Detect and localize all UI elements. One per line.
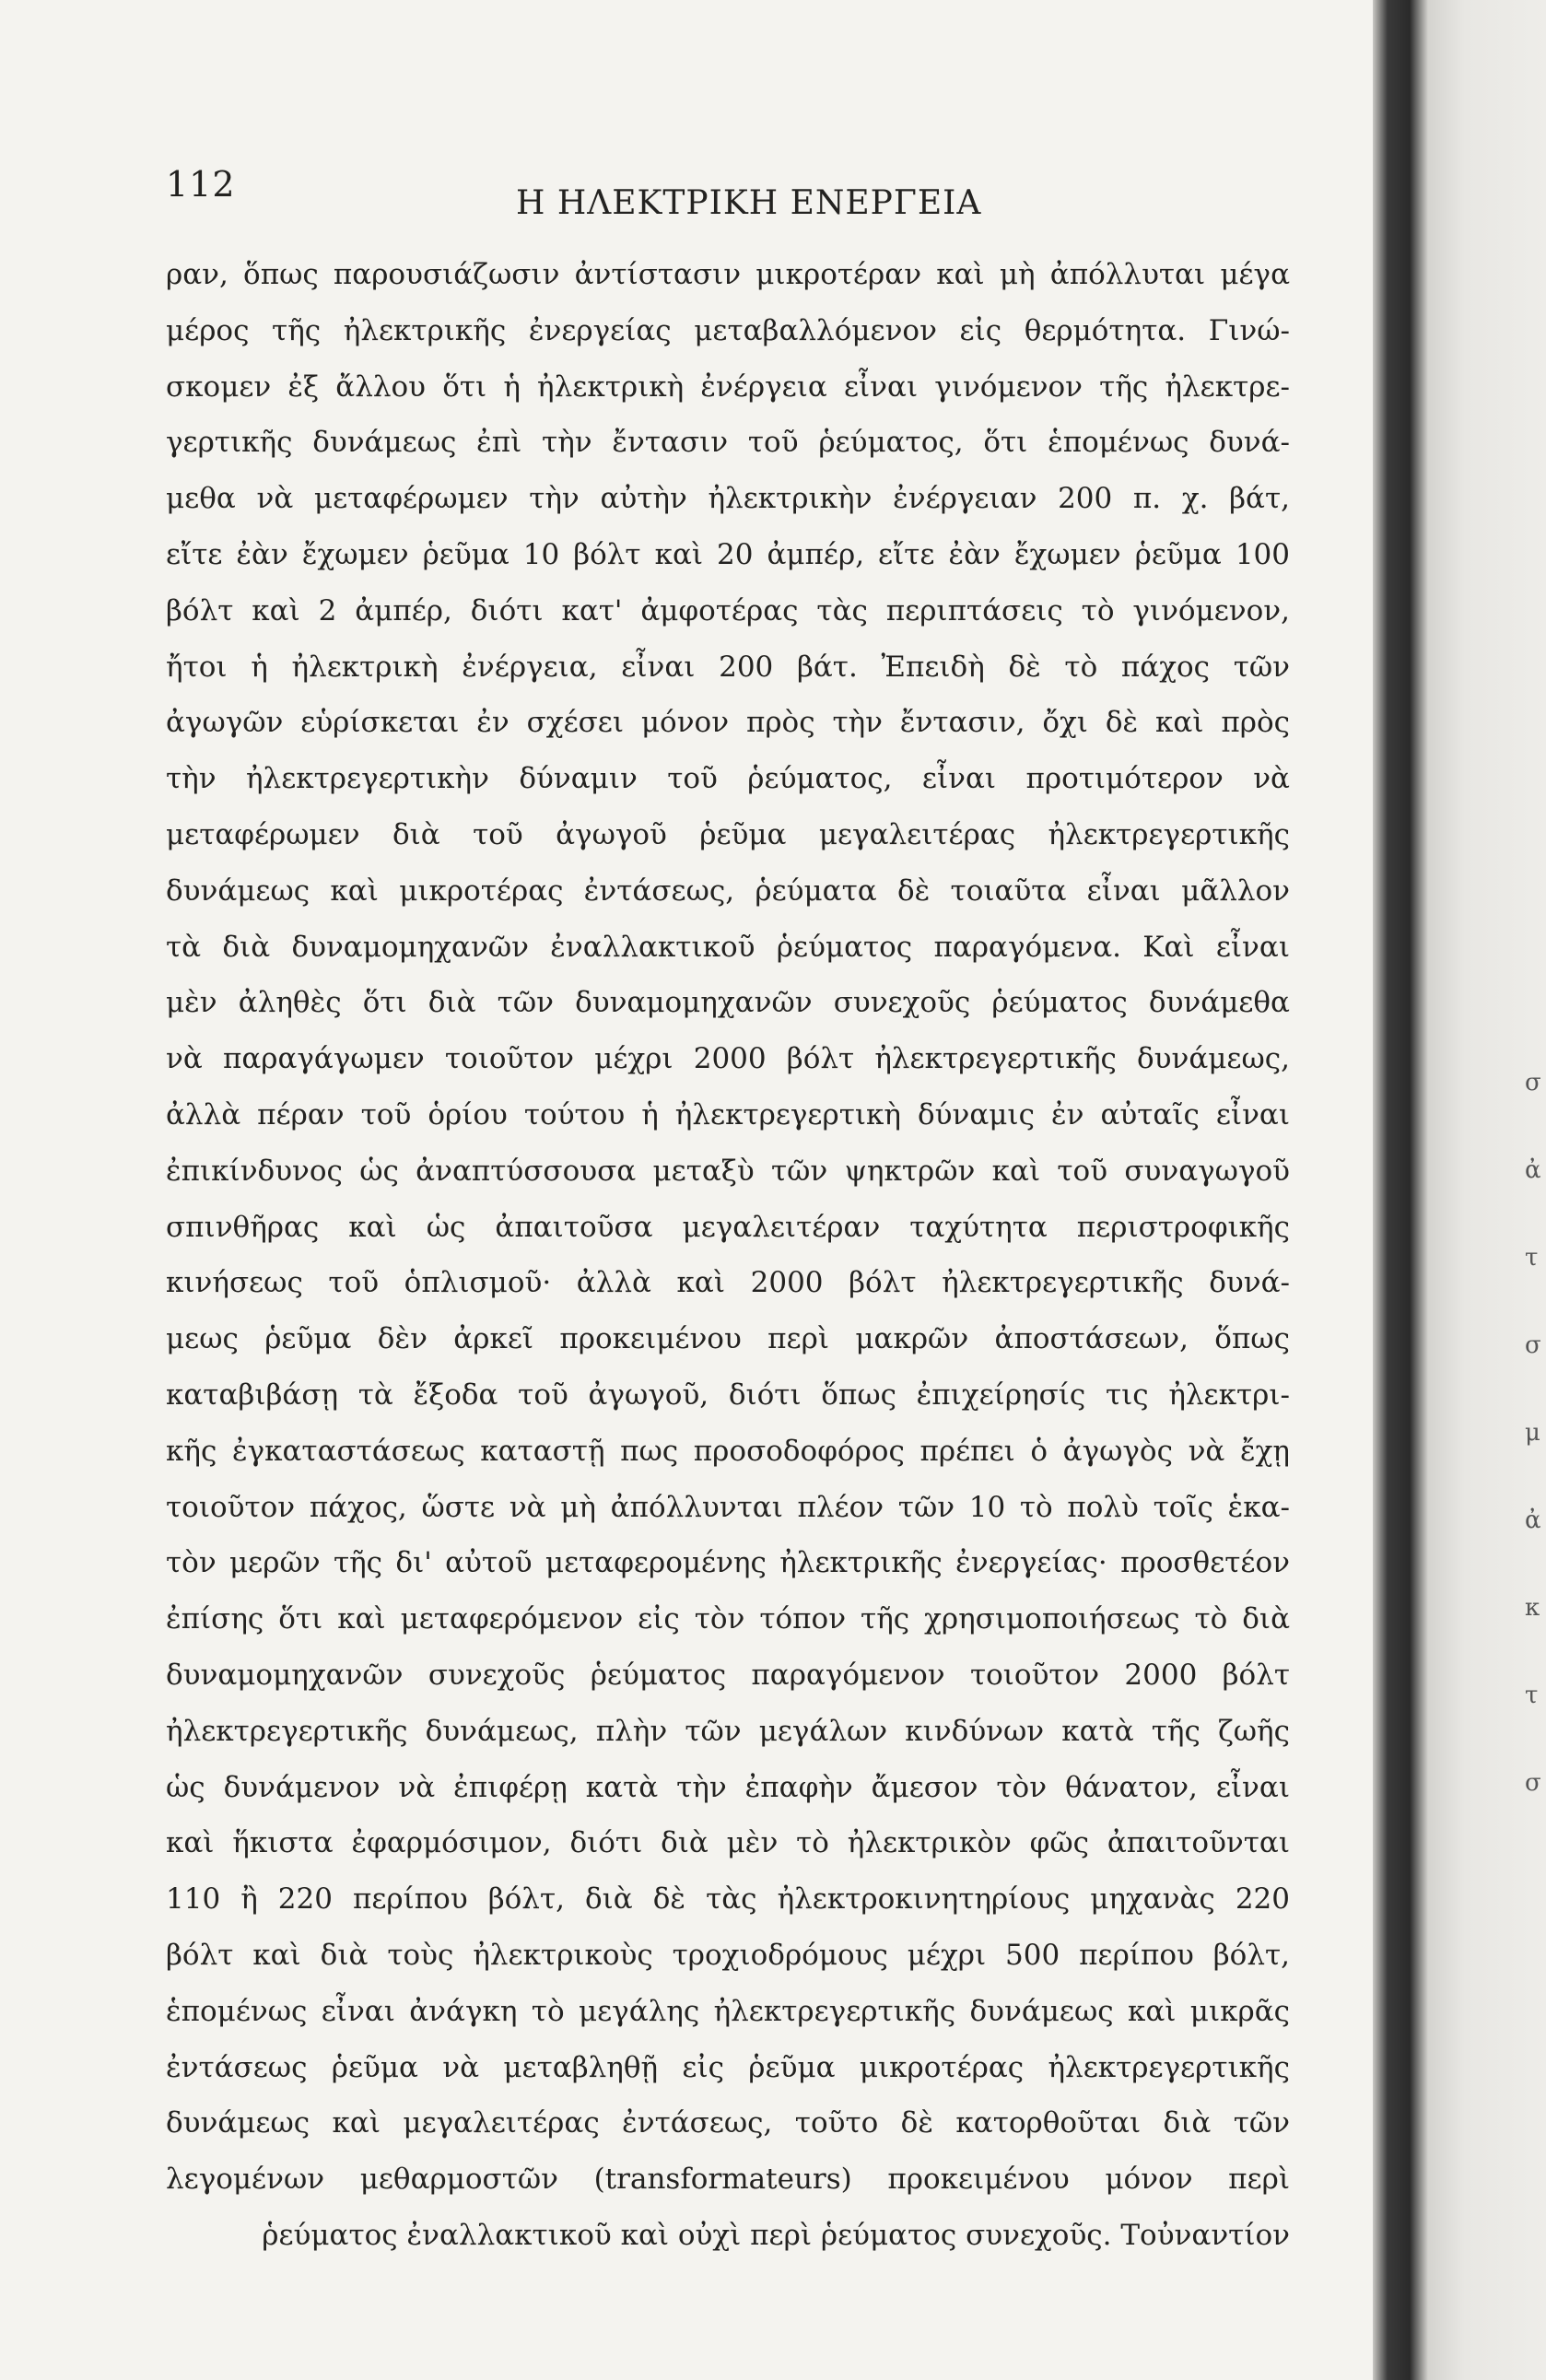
text-line: τὴν ἠλεκτρεγερτικὴν δύναμιν τοῦ ῥεύματος, εἶναι προτιμότερον νὰ (166, 762, 1290, 796)
text-line: ῥεύματος ἐναλλακτικοῦ καὶ οὐχὶ περὶ ῥεύματος συνεχοῦς. Τοὐναντίον (262, 2218, 1290, 2252)
text-line: δυναμομηχανῶν συνεχοῦς ῥεύματος παραγόμενον τοιοῦτον 2000 βόλτ (166, 1658, 1290, 1692)
margin-glyph: τ (1525, 1244, 1539, 1272)
margin-glyph: σ (1525, 1069, 1541, 1096)
body-text (166, 247, 1290, 2264)
margin-glyph: μ (1525, 1419, 1540, 1447)
running-title: Η ΗΛΕΚΤΡΙΚΗ ΕΝΕΡΓΕΙΑ (516, 184, 982, 222)
text-line: λεγομένων μεθαρμοστῶν (transformateurs) προκειμένου μόνον περὶ (166, 2163, 1290, 2197)
page-number: 112 (166, 164, 236, 205)
text-line: ὡς δυνάμενον νὰ ἐπιφέρῃ κατὰ τὴν ἐπαφὴν ἄμεσον τὸν θάνατον, εἶναι (166, 1770, 1290, 1804)
margin-glyph: σ (1525, 1769, 1541, 1797)
text-line: τὰ διὰ δυναμομηχανῶν ἐναλλακτικοῦ ῥεύματος παραγόμενα. Καὶ εἶναι (166, 930, 1290, 964)
text-line: κῆς ἐγκαταστάσεως καταστῇ πως προσοδοφόρος πρέπει ὁ ἀγωγὸς νὰ ἔχῃ (166, 1434, 1290, 1468)
text-line: ἐντάσεως ῥεῦμα νὰ μεταβληθῇ εἰς ῥεῦμα μικροτέρας ἠλεκτρεγερτικῆς (166, 2050, 1290, 2084)
text-line: δυνάμεως καὶ μεγαλειτέρας ἐντάσεως, τοῦτο δὲ κατορθοῦται διὰ τῶν (166, 2106, 1290, 2140)
text-line: βόλτ καὶ 2 ἀμπέρ, διότι κατ' ἀμφοτέρας τὰς περιπτάσεις τὸ γινόμενον, (166, 593, 1290, 627)
text-line: καταβιβάσῃ τὰ ἔξοδα τοῦ ἀγωγοῦ, διότι ὅπως ἐπιχείρησίς τις ἠλεκτρι- (166, 1378, 1290, 1412)
text-line: ἀλλὰ πέραν τοῦ ὁρίου τούτου ἡ ἠλεκτρεγερτικὴ δύναμις ἐν αὐταῖς εἶναι (166, 1097, 1290, 1131)
margin-glyph: ἀ (1525, 1507, 1541, 1534)
text-line: 110 ἢ 220 περίπου βόλτ, διὰ δὲ τὰς ἠλεκτροκινητηρίους μηχανὰς 220 (166, 1882, 1290, 1917)
text-line: κινήσεως τοῦ ὁπλισμοῦ· ἀλλὰ καὶ 2000 βόλτ ἠλεκτρεγερτικῆς δυνά- (166, 1266, 1290, 1300)
text-line: γερτικῆς δυνάμεως ἐπὶ τὴν ἔντασιν τοῦ ῥεύματος, ὅτι ἑπομένως δυνά- (166, 426, 1290, 460)
text-line: ἑπομένως εἶναι ἀνάγκη τὸ μεγάλης ἠλεκτρεγερτικῆς δυνάμεως καὶ μικρᾶς (166, 1994, 1290, 2028)
text-line: τοιοῦτον πάχος, ὥστε νὰ μὴ ἀπόλλυνται πλέον τῶν 10 τὸ πολὺ τοῖς ἑκα- (166, 1490, 1290, 1524)
book-gutter (1373, 0, 1546, 2380)
text-line: δυνάμεως καὶ μικροτέρας ἐντάσεως, ῥεύματα δὲ τοιαῦτα εἶναι μᾶλλον (166, 873, 1290, 908)
text-line: ἀγωγῶν εὑρίσκεται ἐν σχέσει μόνον πρὸς τὴν ἔντασιν, ὄχι δὲ καὶ πρὸς (166, 706, 1290, 740)
text-line: ἐπικίνδυνος ὡς ἀναπτύσσουσα μεταξὺ τῶν ψηκτρῶν καὶ τοῦ συναγωγοῦ (166, 1154, 1290, 1188)
facing-page-margin (1525, 1069, 1543, 1857)
text-line: μεταφέρωμεν διὰ τοῦ ἀγωγοῦ ῥεῦμα μεγαλειτέρας ἠλεκτρεγερτικῆς (166, 817, 1290, 851)
text-line: μεως ῥεῦμα δὲν ἀρκεῖ προκειμένου περὶ μακρῶν ἀποστάσεων, ὅπως (166, 1322, 1290, 1356)
margin-glyph: σ (1525, 1331, 1541, 1359)
text-line: καὶ ἥκιστα ἐφαρμόσιμον, διότι διὰ μὲν τὸ ἠλεκτρικὸν φῶς ἀπαιτοῦνται (166, 1826, 1290, 1860)
text-line: σκομεν ἐξ ἄλλου ὅτι ἡ ἠλεκτρικὴ ἐνέργεια εἶναι γινόμενον τῆς ἠλεκτρε- (166, 369, 1290, 404)
text-line: μὲν ἀληθὲς ὅτι διὰ τῶν δυναμομηχανῶν συνεχοῦς ῥεύματος δυνάμεθα (166, 986, 1290, 1020)
margin-glyph: ἀ (1525, 1156, 1541, 1184)
text-line: νὰ παραγάγωμεν τοιοῦτον μέχρι 2000 βόλτ ἠλεκτρεγερτικῆς δυνάμεως, (166, 1042, 1290, 1076)
text-line: σπινθῆρας καὶ ὡς ἀπαιτοῦσα μεγαλειτέραν ταχύτητα περιστροφικῆς (166, 1210, 1290, 1244)
text-line: μέρος τῆς ἠλεκτρικῆς ἐνεργείας μεταβαλλόμενον εἰς θερμότητα. Γινώ- (166, 313, 1290, 347)
text-line: βόλτ καὶ διὰ τοὺς ἠλεκτρικοὺς τροχιοδρόμους μέχρι 500 περίπου βόλτ, (166, 1938, 1290, 1972)
margin-glyph: κ (1525, 1594, 1540, 1622)
text-line: μεθα νὰ μεταφέρωμεν τὴν αὐτὴν ἠλεκτρικὴν ἐνέργειαν 200 π. χ. βάτ, (166, 482, 1290, 516)
text-line: τὸν μερῶν τῆς δι' αὐτοῦ μεταφερομένης ἠλεκτρικῆς ἐνεργείας· προσθετέον (166, 1546, 1290, 1580)
margin-glyph: τ (1525, 1682, 1539, 1709)
text-line: ἤτοι ἡ ἠλεκτρικὴ ἐνέργεια, εἶναι 200 βάτ. Ἐπειδὴ δὲ τὸ πάχος τῶν (166, 650, 1290, 684)
text-line: ἐπίσης ὅτι καὶ μεταφερόμενον εἰς τὸν τόπον τῆς χρησιμοποιήσεως τὸ διὰ (166, 1602, 1290, 1636)
text-line: ραν, ὅπως παρουσιάζωσιν ἀντίστασιν μικροτέραν καὶ μὴ ἀπόλλυται μέγα (166, 258, 1290, 291)
text-line: εἴτε ἐὰν ἔχωμεν ῥεῦμα 10 βόλτ καὶ 20 ἀμπέρ, εἴτε ἐὰν ἔχωμεν ῥεῦμα 100 (166, 537, 1290, 571)
text-line: ἠλεκτρεγερτικῆς δυνάμεως, πλὴν τῶν μεγάλων κινδύνων κατὰ τῆς ζωῆς (166, 1714, 1290, 1748)
